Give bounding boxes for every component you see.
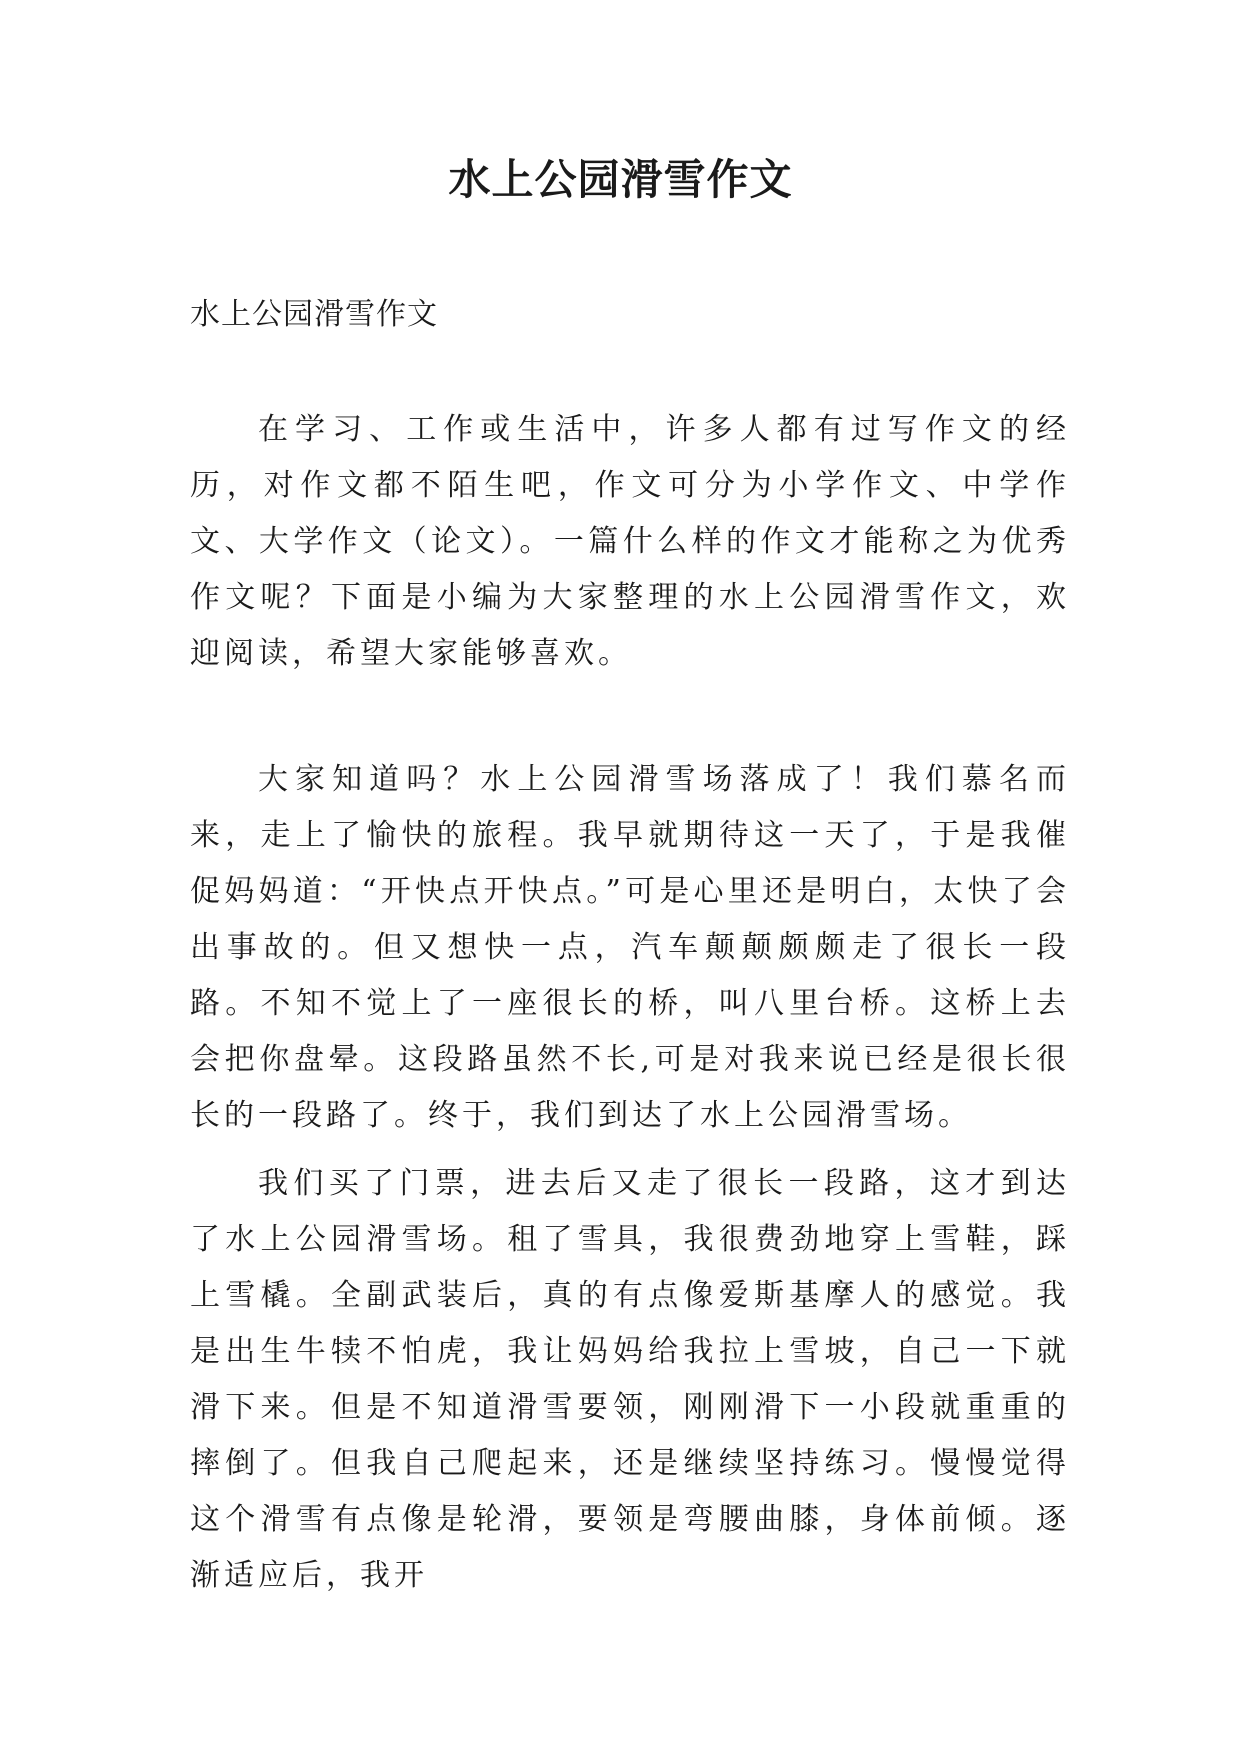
paragraph-intro: 在学习、工作或生活中，许多人都有过写作文的经历，对作文都不陌生吧，作文可分为小学作文、中学作文、大学作文（论文）。一篇什么样的作文才能称之为优秀作文呢？下面是小编为大家整理的水上公园滑雪作文，欢迎阅读，希望大家能够喜欢。 [190, 412, 1070, 671]
document-title: 水上公园滑雪作文 [448, 155, 793, 204]
document-subtitle: 水上公园滑雪作文 [190, 297, 438, 332]
paragraph-skiing: 我们买了门票，进去后又走了很长一段路，这才到达了水上公园滑雪场。租了雪具，我很费劲地穿上雪鞋，踩上雪橇。全副武装后，真的有点像爱斯基摩人的感觉。我是出生牛犊不怕虎，我让妈妈给我拉上雪坡，自己一下就滑下来。但是不知道滑雪要领，刚刚滑下一小段就重重的摔倒了。但我自己爬起来，还是继续坚持练习。慢慢觉得这个滑雪有点像是轮滑，要领是弯腰曲膝，身体前倾。逐渐适应后，我开 [190, 1166, 1070, 1593]
paragraph-journey: 大家知道吗？水上公园滑雪场落成了！我们慕名而来，走上了愉快的旅程。我早就期待这一天了，于是我催促妈妈道：“开快点开快点。”可是心里还是明白，太快了会出事故的。但又想快一点，汽车颠颠颇颇走了很长一段路。不知不觉上了一座很长的桥，叫八里台桥。这桥上去会把你盘晕。这段路虽然不长,可是对我来说已经是很长很长的一段路了。终于，我们到达了水上公园滑雪场。 [190, 762, 1070, 1133]
